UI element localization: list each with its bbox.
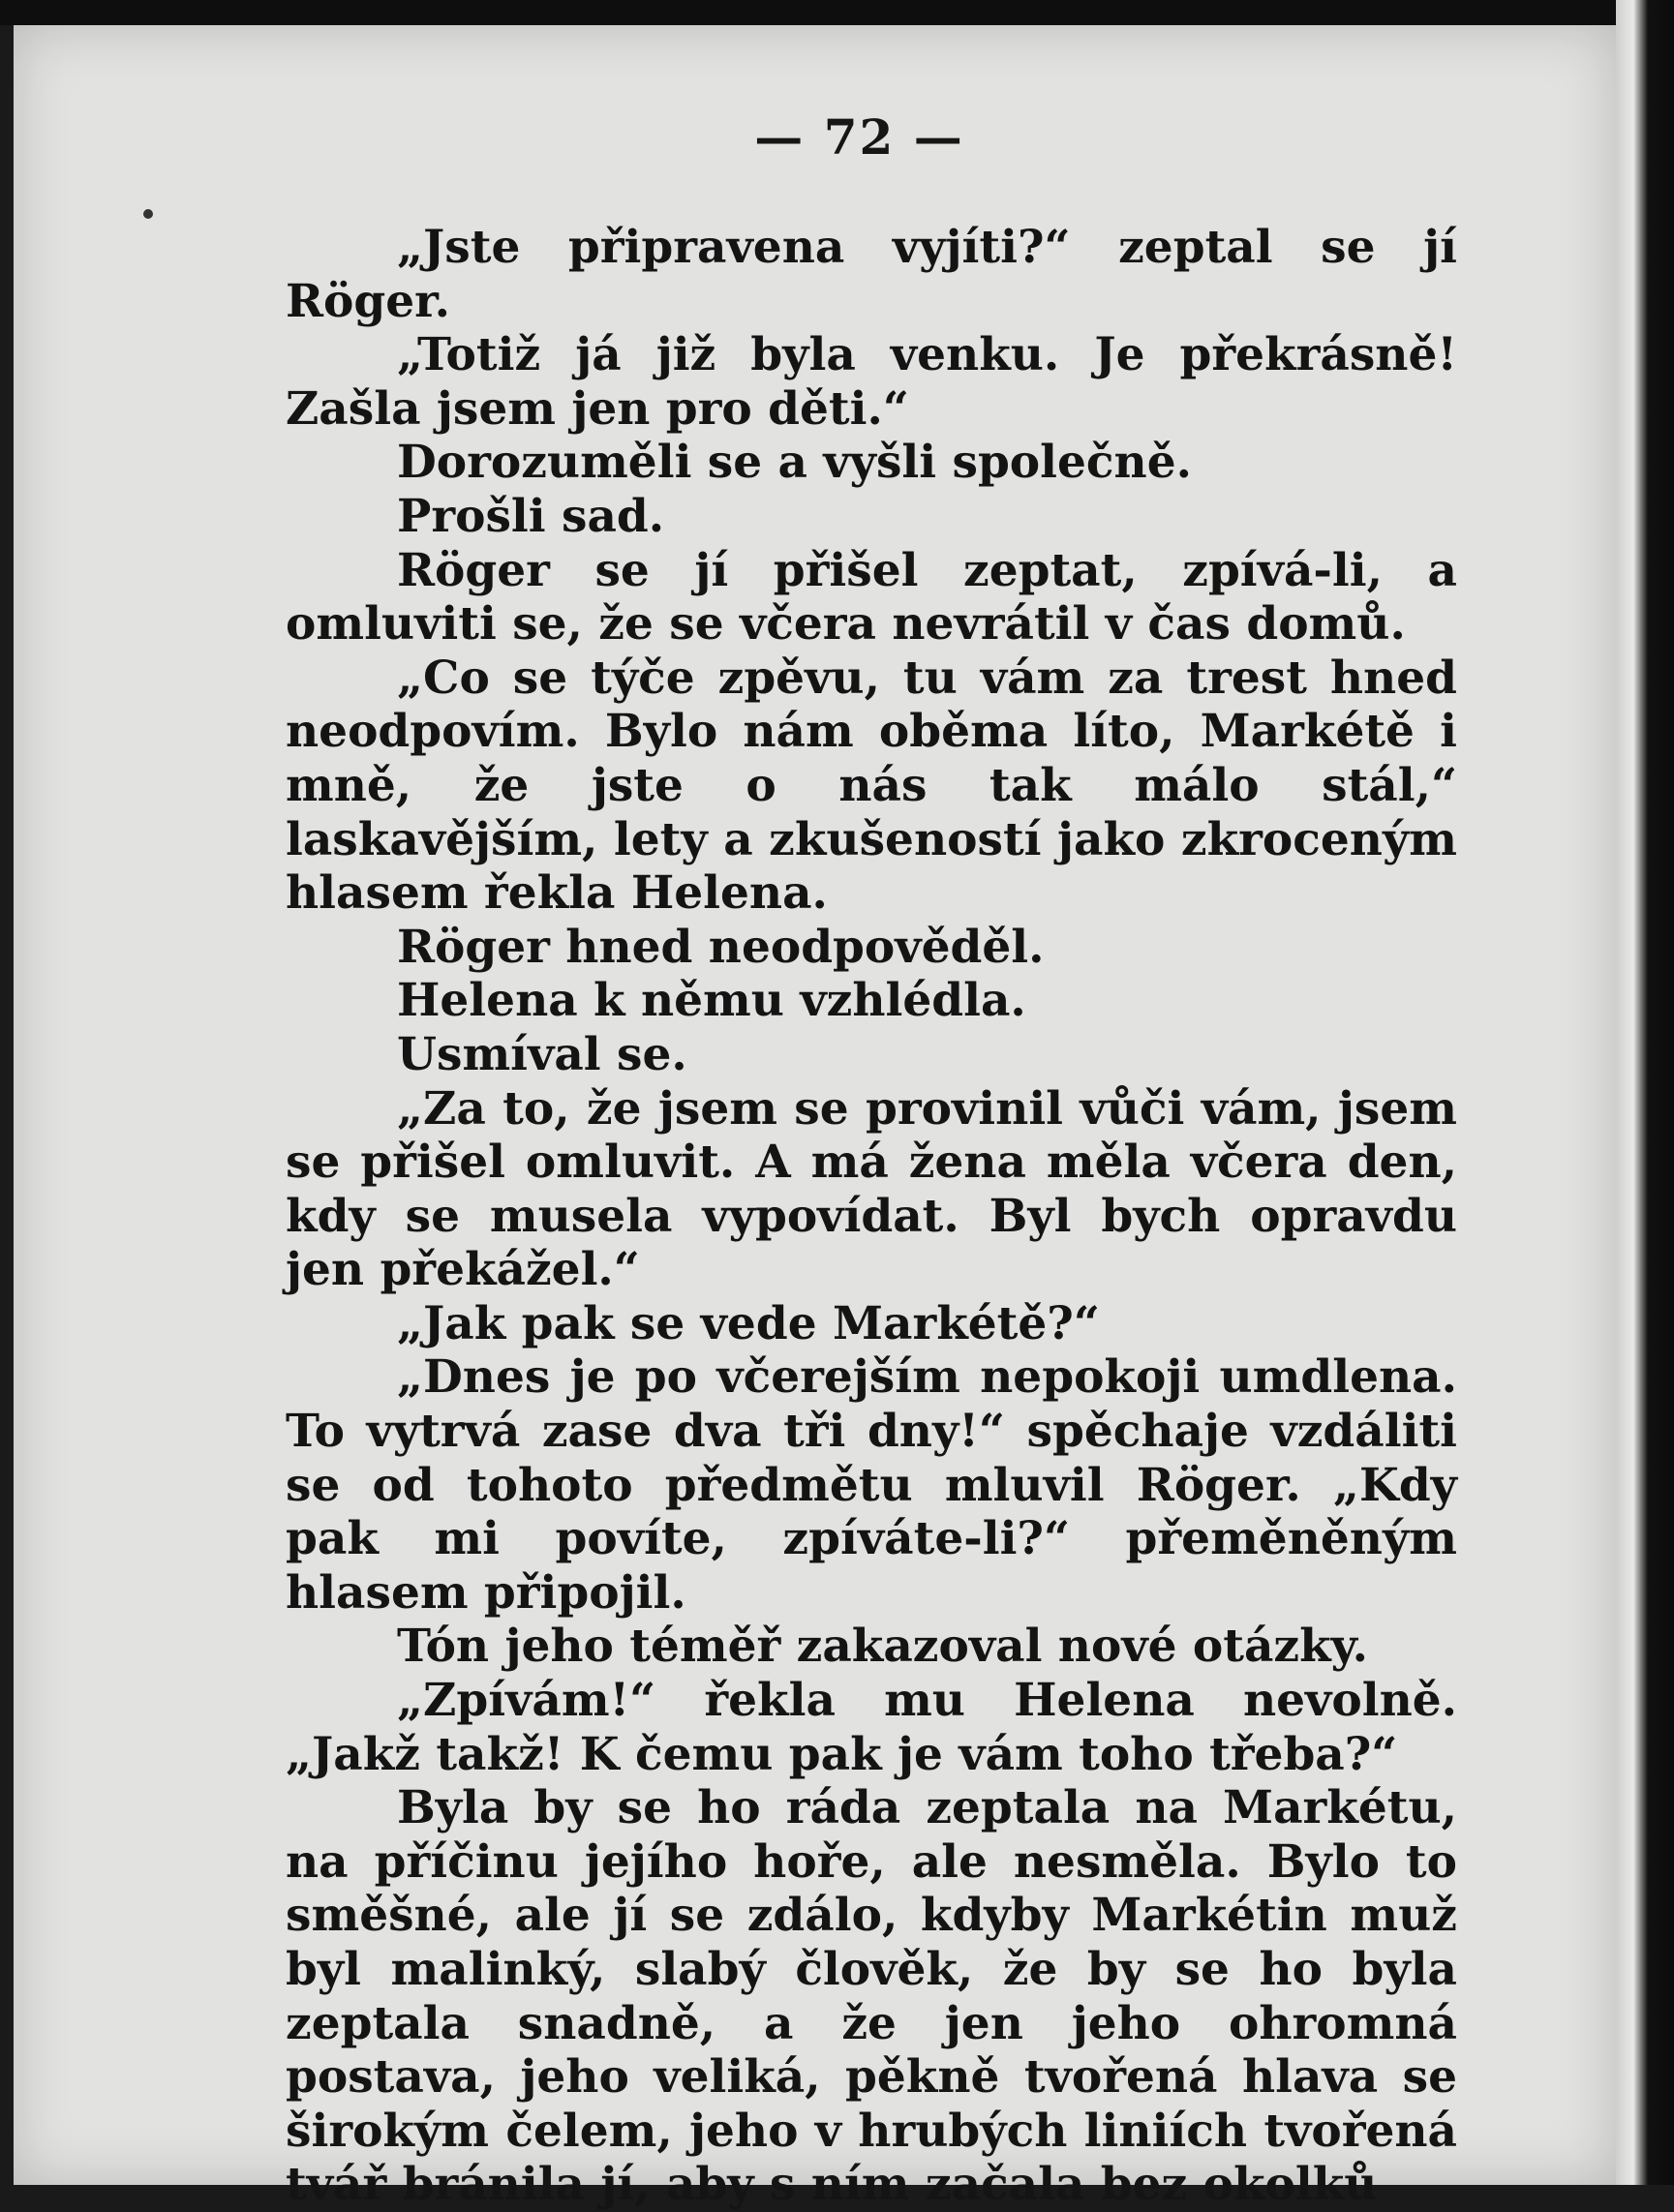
paragraph: Byla by se ho ráda zeptala na Markétu, na příčinu jejího hoře, ale nesměla. Bylo to směšné, ale jí se zdálo, kdyby Markétin muž byl malinký, slabý člověk, že by se ho byla zeptala snadně, a že jen jeho ohromná postava, jeho veliká, pěkně tvořená hlava se širokým čelem, jeho v hrubých liniích tvořená tvář bránila jí, aby s ním začala bez okolků	[286, 1781, 1457, 2212]
paragraph: Tón jeho téměř zakazoval nové otázky.	[397, 1620, 1368, 1674]
scan-top-edge	[0, 0, 1674, 25]
paragraph: „Dnes je po včerejším nepokoji umdlena. To vytrvá zase dva tři dny!“ spěchaje vzdáliti se od tohoto předmětu mluvil Röger. „Kdy pak mi povíte, zpíváte-li?“ přeměněným hlasem připojil.	[286, 1350, 1457, 1620]
paragraph: Röger hned neodpověděl.	[397, 920, 1045, 974]
scan-right-edge	[1616, 0, 1674, 2185]
page-number: — 72 —	[754, 108, 964, 166]
paragraph: Röger se jí přišel zeptat, zpívá-li, a omluviti se, že se včera nevrátil v čas domů.	[286, 543, 1457, 651]
paragraph: „Za to, že jsem se provinil vůči vám, jsem se přišel omluvit. A má žena měla včera den, kdy se musela vypovídat. Byl bych opravdu jen překážel.“	[286, 1081, 1457, 1297]
paragraph: „Totiž já již byla venku. Je překrásně! Zašla jsem jen pro děti.“	[286, 328, 1457, 436]
body-text	[286, 221, 1457, 2212]
paragraph: Prošli sad.	[397, 489, 665, 543]
ink-spot	[143, 209, 153, 219]
paragraph: Helena k němu vzhlédla.	[397, 974, 1026, 1028]
paragraph: „Zpívám!“ řekla mu Helena nevolně. „Jakž takž! K čemu pak je vám toho třeba?“	[286, 1674, 1457, 1781]
paragraph: „Jak pak se vede Markétě?“	[397, 1296, 1100, 1350]
paragraph: „Jste připravena vyjíti?“ zeptal se jí Röger.	[286, 221, 1457, 328]
paragraph: „Co se týče zpěvu, tu vám za trest hned neodpovím. Bylo nám oběma líto, Markétě i mně, že jste o nás tak málo stál,“ laskavějším, lety a zkušeností jako zkroceným hlasem řekla Helena.	[286, 651, 1457, 921]
paragraph: Dorozuměli se a vyšli společně.	[397, 436, 1192, 490]
paragraph: Usmíval se.	[397, 1027, 687, 1081]
